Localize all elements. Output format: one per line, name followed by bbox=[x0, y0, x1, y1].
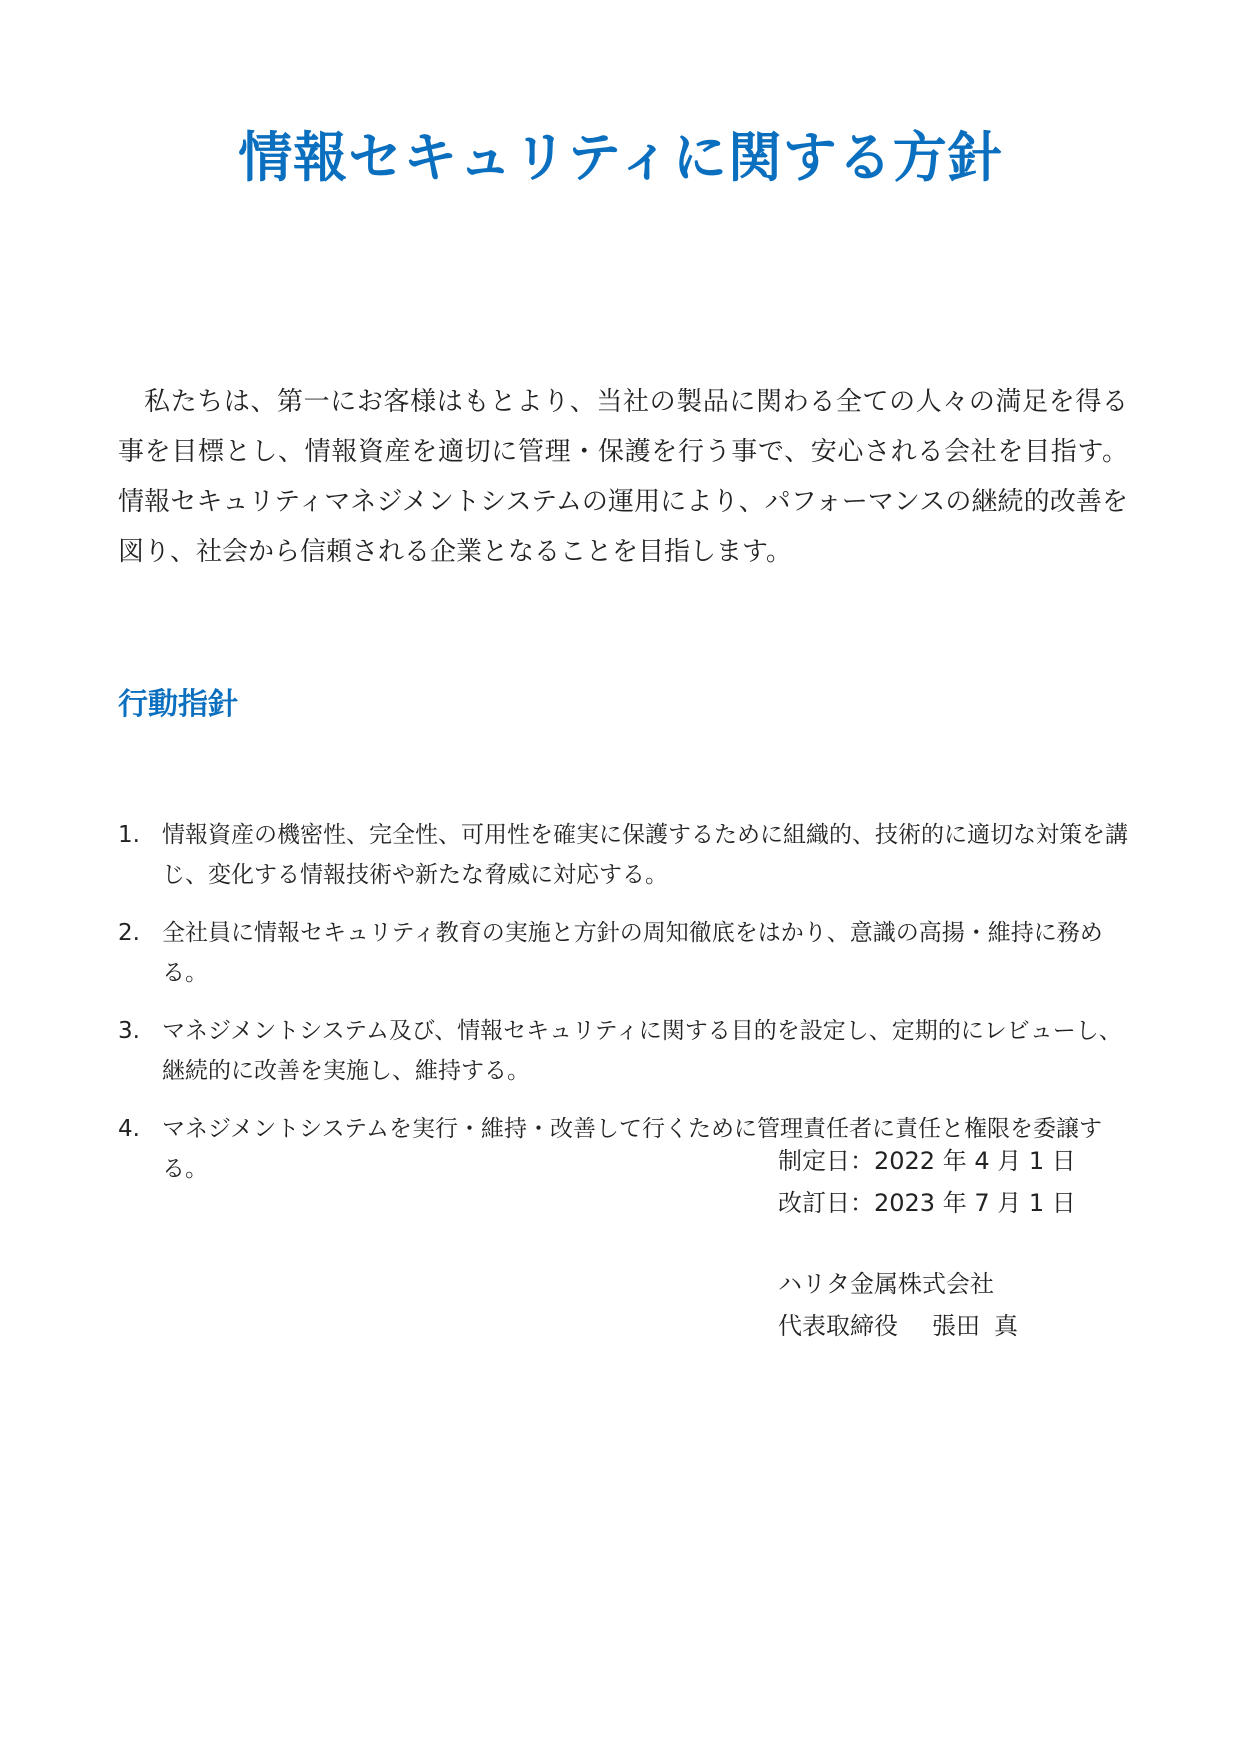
guideline-item bbox=[118, 913, 1128, 993]
document-title: 情報セキュリティに関する方針 bbox=[238, 126, 1003, 189]
representative-given-name: 真 bbox=[994, 1312, 1018, 1340]
guideline-number: 4. bbox=[118, 1116, 140, 1142]
signature-block bbox=[778, 1263, 1018, 1347]
guideline-text: マネジメントシステムを実行・維持・改善して行くために管理責任者に責任と権限を委譲する。 bbox=[162, 1116, 1103, 1182]
guideline-text: 全社員に情報セキュリティ教育の実施と方針の周知徹底をはかり、意識の高揚・維持に務める。 bbox=[162, 920, 1103, 986]
position-title: 代表取締役 bbox=[778, 1312, 898, 1340]
guideline-number: 3. bbox=[118, 1018, 140, 1044]
guideline-item bbox=[118, 1011, 1128, 1091]
company-name bbox=[778, 1263, 1018, 1305]
guideline-text: 情報資産の機密性、完全性、可用性を確実に保護するために組織的、技術的に適切な対策を講じ、変化する情報技術や新たな脅威に対応する。 bbox=[162, 822, 1128, 888]
dates-block bbox=[778, 1140, 1076, 1224]
guideline-number: 1. bbox=[118, 822, 140, 848]
representative-surname: 張田 bbox=[932, 1312, 980, 1340]
revised-label: 改訂日 bbox=[778, 1189, 850, 1217]
revised-value: 2023 年 7 月 1 日 bbox=[874, 1189, 1076, 1217]
guideline-item bbox=[118, 815, 1128, 895]
section-heading-guidelines: 行動指針 bbox=[118, 687, 238, 722]
date-separator: ： bbox=[850, 1147, 874, 1175]
guideline-number: 2. bbox=[118, 920, 140, 946]
established-value: 2022 年 4 月 1 日 bbox=[874, 1147, 1076, 1175]
intro-paragraph: 私たちは、第一にお客様はもとより、当社の製品に関わる全ての人々の満足を得る事を目標とし、情報資産を適切に管理・保護を行う事で、安心される会社を目指す。情報セキュリティマネジメントシステムの運用により、パフォーマンスの継続的改善を図り、社会から信頼される企業となることを目指します。 bbox=[118, 387, 1128, 567]
established-label: 制定日 bbox=[778, 1147, 850, 1175]
date-separator: ： bbox=[850, 1189, 874, 1217]
representative bbox=[778, 1305, 1018, 1347]
guideline-text: マネジメントシステム及び、情報セキュリティに関する目的を設定し、定期的にレビューし、継続的に改善を実施し、維持する。 bbox=[162, 1018, 1122, 1084]
established-date bbox=[778, 1140, 1076, 1182]
company-label: ハリタ金属株式会社 bbox=[778, 1270, 994, 1298]
revised-date bbox=[778, 1182, 1076, 1224]
